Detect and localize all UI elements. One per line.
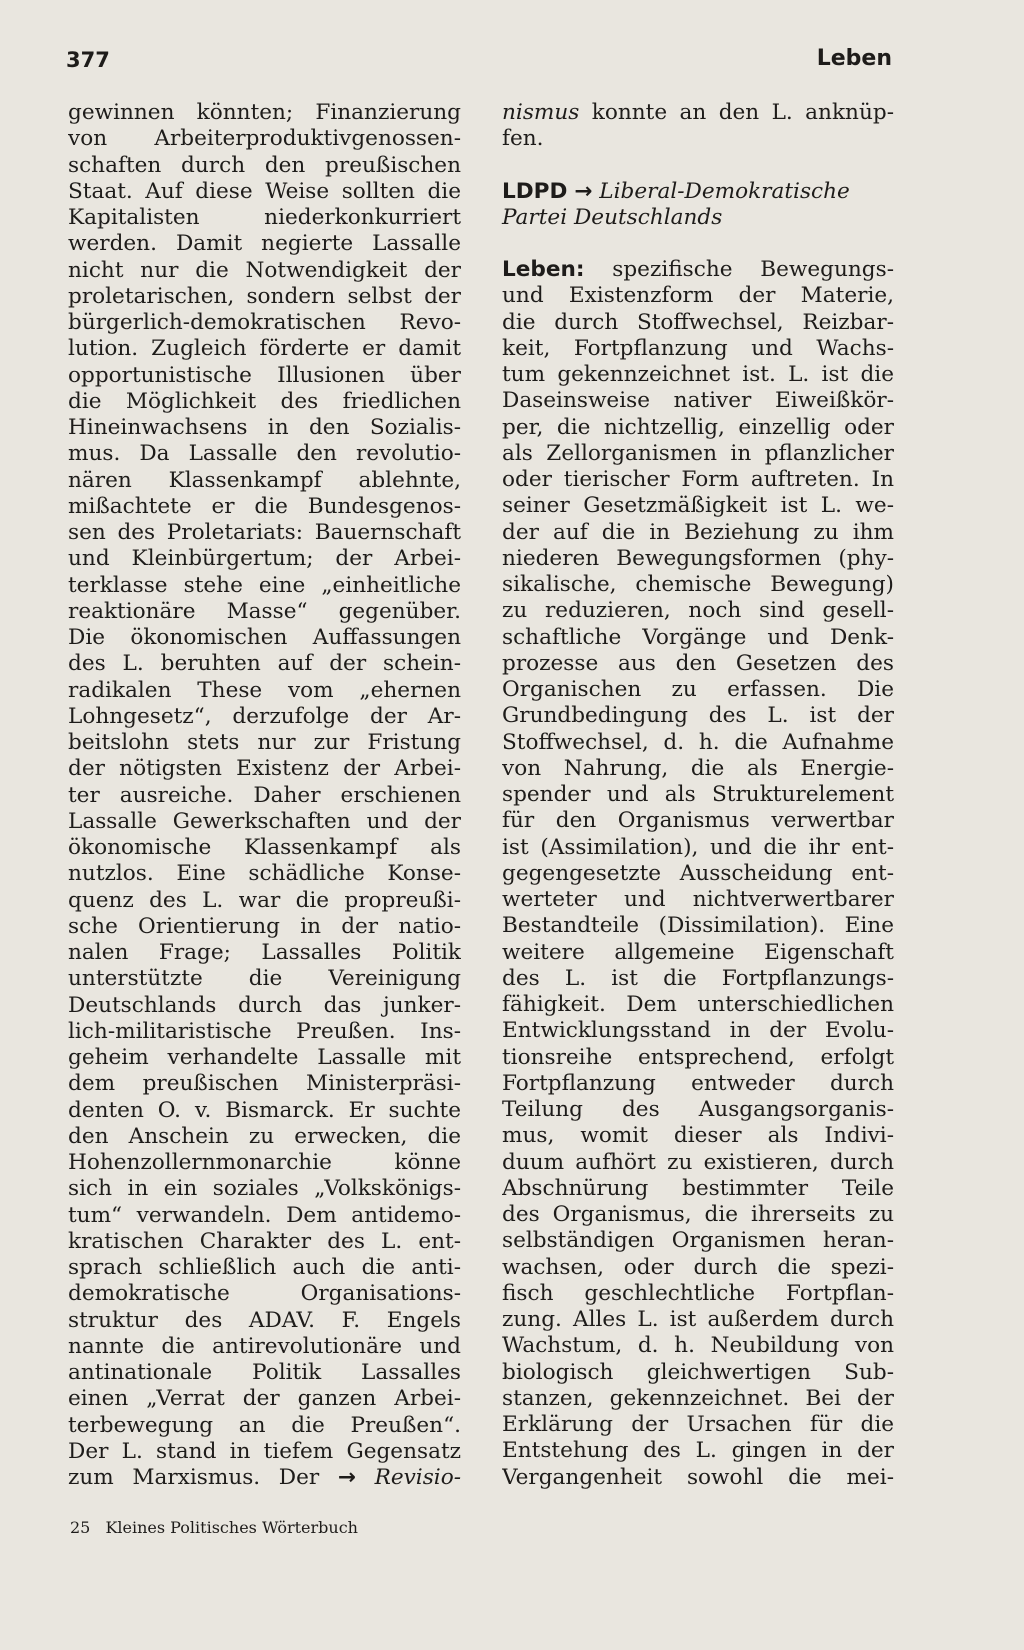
text-line: werden. Damit negierte Lassalle — [68, 231, 461, 257]
text-line: schaftliche Vorgänge und Denk- — [502, 624, 894, 650]
text-line: die Möglichkeit des friedlichen — [68, 388, 461, 414]
text-line: Erklärung der Ursachen für die — [502, 1412, 894, 1437]
text-line: mus. Da Lassalle den revolutio- — [68, 441, 461, 467]
text-line: sche Orientierung in der natio- — [68, 913, 461, 939]
text-line: und Kleinbürgertum; der Arbei- — [68, 546, 461, 572]
text-line: keit, Fortpflanzung und Wachs- — [502, 335, 894, 361]
text-line: weitere allgemeine Eigenschaft — [502, 939, 894, 965]
text-line: niederen Bewegungsformen (phy- — [502, 545, 894, 571]
text-line: Lassalle Gewerkschaften und der — [68, 808, 461, 834]
book-title: Kleines Politisches Wörterbuch — [105, 1518, 358, 1537]
text-line: Organischen zu erfassen. Die — [502, 677, 894, 702]
sheet-number: 25 — [70, 1518, 91, 1537]
cross-reference-arrow-icon: → — [574, 178, 593, 204]
text-line: mißachtete er die Bundesgenos- — [68, 493, 461, 519]
text-line: lution. Zugleich förderte er damit — [68, 336, 461, 362]
text-line: Vergangenheit sowohl die mei- — [502, 1464, 894, 1490]
text-line: quenz des L. war die propreußi- — [68, 887, 461, 913]
text-line: seiner Gesetzmäßigkeit ist L. we- — [502, 493, 894, 519]
text-line: und Existenzform der Materie, — [502, 283, 894, 309]
entry-ldpd — [502, 179, 894, 232]
text-line: wachsen, oder durch die spezi- — [502, 1254, 894, 1280]
text-line: radikalen These vom „ehernen — [68, 677, 461, 703]
text-line: Entwicklungsstand in der Evolu- — [502, 1018, 894, 1044]
text-line: Teilung des Ausgangsorganis- — [502, 1097, 894, 1122]
cross-reference-arrow-icon: → — [337, 1465, 356, 1490]
text-line: der auf die in Beziehung zu ihm — [502, 519, 894, 545]
text-line: Entstehung des L. gingen in der — [502, 1438, 894, 1464]
text-line: terbewegung an die Preußen“. — [68, 1412, 461, 1438]
page-footer — [70, 1518, 358, 1537]
text-line: Hineinwachsens in den Sozialis- — [68, 415, 461, 440]
text-line: kratischen Charakter des L. ent- — [68, 1228, 461, 1254]
right-column — [502, 100, 894, 1491]
text-line: nannte die antirevolutionäre und — [68, 1333, 461, 1359]
text-line: ökonomische Klassenkampf als — [68, 835, 461, 860]
text-line: nismus konnte an den L. anknüp- — [502, 100, 894, 125]
entry-term: LDPD — [502, 178, 568, 204]
text-line: Grundbedingung des L. ist der — [502, 703, 894, 729]
text-line: werteter und nichtverwertbarer — [502, 887, 894, 912]
text-line: des L. ist die Fortpflanzungs- — [502, 965, 894, 991]
text-line: Die ökonomischen Auffassungen — [68, 625, 461, 650]
text-line: sikalische, chemische Bewegung) — [502, 572, 894, 597]
text-line: einen „Verrat der ganzen Arbei- — [68, 1386, 461, 1412]
text-line: schaften durch den preußischen — [68, 152, 461, 178]
text-line: Lohngesetz“, derzufolge der Ar- — [68, 703, 461, 729]
text-line: die durch Stoffwechsel, Reizbar- — [502, 309, 894, 335]
text-line: lich-militaristische Preußen. Ins- — [68, 1018, 461, 1044]
text-line: fen. — [502, 126, 544, 152]
text-line: von Arbeiterproduktivgenossen- — [68, 126, 461, 152]
text-line: sen des Proletariats: Bauernschaft — [68, 520, 461, 545]
text-line: terklasse stehe eine „einheitliche — [68, 572, 461, 598]
text-line: nären Klassenkampf ablehnte, — [68, 467, 461, 493]
text-line: zum Marxismus. Der → Revisio- — [68, 1465, 461, 1490]
text-line: antinationale Politik Lassalles — [68, 1360, 461, 1385]
text-line: tionsreihe entsprechend, erfolgt — [502, 1044, 894, 1070]
text-line: tum“ verwandeln. Dem antidemo- — [68, 1202, 461, 1228]
text-line: Wachstum, d. h. Neubildung von — [502, 1333, 894, 1359]
text-line: gewinnen könnten; Finanzierung — [68, 100, 461, 125]
text-line: zu reduzieren, noch sind gesell- — [502, 598, 894, 624]
text-line: von Nahrung, die als Energie- — [502, 755, 894, 781]
text-line: gegengesetzte Ausscheidung ent- — [502, 860, 894, 886]
text-line — [502, 179, 894, 205]
text-line: ist (Assimilation), und die ihr ent- — [502, 834, 894, 860]
running-head: Leben — [816, 46, 892, 71]
text-line: oder tierischer Form auftreten. In — [502, 467, 894, 492]
text-line: spender und als Strukturelement — [502, 782, 894, 807]
text-line: demokratische Organisations- — [68, 1281, 461, 1307]
text-line: denten O. v. Bismarck. Er suchte — [68, 1097, 461, 1123]
text-line: fähigkeit. Dem unterschiedlichen — [502, 992, 894, 1017]
text-line: tum gekennzeichnet ist. L. ist die — [502, 362, 894, 387]
text-line: per, die nichtzellig, einzellig oder — [502, 414, 894, 440]
entry-leben — [502, 257, 894, 1491]
text-line: duum aufhört zu existieren, durch — [502, 1149, 894, 1175]
cross-reference-link[interactable]: Revisio- — [374, 1465, 461, 1490]
text-line: den Anschein zu erwecken, die — [68, 1123, 461, 1149]
text-line: nicht nur die Notwendigkeit der — [68, 257, 461, 283]
text-line: biologisch gleichwertigen Sub- — [502, 1359, 894, 1385]
text-line: der nötigsten Existenz der Arbei- — [68, 756, 461, 782]
text-line: opportunistische Illusionen über — [68, 362, 461, 388]
text-line: bürgerlich-demokratischen Revo- — [68, 310, 461, 335]
text-line: für den Organismus verwertbar — [502, 808, 894, 834]
text-line: unterstützte die Vereinigung — [68, 966, 461, 992]
cross-reference-link[interactable]: Partei Deutschlands — [502, 204, 723, 230]
text-line: stanzen, gekennzeichnet. Bei der — [502, 1385, 894, 1411]
text-line: proletarischen, sondern selbst der — [68, 283, 461, 309]
text-line: Kapitalisten niederkonkurriert — [68, 205, 461, 230]
text-line: dem preußischen Ministerpräsi- — [68, 1071, 461, 1097]
text-line: Der L. stand in tiefem Gegensatz — [68, 1438, 461, 1464]
cross-reference-link[interactable]: nismus — [502, 100, 580, 125]
text-line: ter ausreiche. Daher erschienen — [68, 782, 461, 808]
text-line: sprach schließlich auch die anti- — [68, 1255, 461, 1280]
text-line: Fortpflanzung entweder durch — [502, 1070, 894, 1096]
text-line: geheim verhandelte Lassalle mit — [68, 1045, 461, 1070]
text-line: sich in ein soziales „Volkskönigs- — [68, 1176, 461, 1202]
entry-term: Leben: — [502, 257, 585, 282]
text-line: beitslohn stets nur zur Fristung — [68, 730, 461, 755]
text-line: selbständigen Organismen heran- — [502, 1228, 894, 1254]
text-line: Staat. Auf diese Weise sollten die — [68, 178, 461, 204]
text-line: prozesse aus den Gesetzen des — [502, 650, 894, 676]
text-line: zung. Alles L. ist außerdem durch — [502, 1307, 894, 1332]
text-line: des L. beruhten auf der schein- — [68, 651, 461, 677]
text-line: nutzlos. Eine schädliche Konse- — [68, 861, 461, 887]
text-line: Daseinsweise nativer Eiweißkör- — [502, 388, 894, 414]
text-line: Stoffwechsel, d. h. die Aufnahme — [502, 729, 894, 755]
text-line: mus, womit dieser als Indivi- — [502, 1123, 894, 1149]
text-line: als Zellorganismen in pflanzlicher — [502, 440, 894, 466]
text-line: reaktionäre Masse“ gegenüber. — [68, 598, 461, 624]
cross-reference-link[interactable]: Liberal-Demokratische — [599, 178, 850, 204]
text-line: struktur des ADAV. F. Engels — [68, 1307, 461, 1333]
text-line: fisch geschlechtliche Fortpflan- — [502, 1280, 894, 1306]
left-column — [68, 100, 461, 1491]
text-line: Deutschlands durch das junker- — [68, 992, 461, 1018]
text-line: Bestandteile (Dissimilation). Eine — [502, 913, 894, 939]
text-line: Leben: spezifische Bewegungs- — [502, 257, 894, 282]
text-line: Abschnürung bestimmter Teile — [502, 1175, 894, 1201]
text-line: nalen Frage; Lassalles Politik — [68, 940, 461, 965]
text-line: des Organismus, die ihrerseits zu — [502, 1202, 894, 1227]
text-line: Hohenzollernmonarchie könne — [68, 1150, 461, 1175]
page-number: 377 — [66, 48, 110, 72]
